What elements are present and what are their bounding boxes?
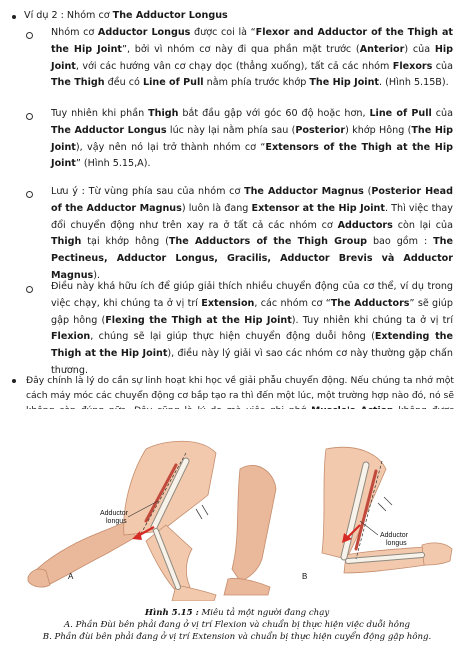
bold-term: Flexion [51, 331, 91, 343]
label-adductor-longus-a: Adductor [100, 510, 129, 517]
panel-a-letter: A [68, 572, 74, 581]
text-run: bao gồm : [367, 236, 434, 248]
bold-term: Flexing the Thigh at the Hip Joint [105, 314, 292, 326]
bold-term: Extending the Thigh at the Hip Joint [51, 331, 453, 360]
text-run: . (Hình 5.15B). [379, 77, 449, 89]
text-run: lúc này lại nằm phía sau ( [166, 124, 296, 136]
circle-bullet-icon [26, 191, 33, 198]
bold-term: Extensor at the Hip Joint [251, 202, 385, 214]
bullet-icon [12, 15, 16, 19]
paragraph-adductor-longus-flexor [51, 25, 453, 92]
example-heading: Ví dụ 2 : Nhóm cơ The Adductor Longus [24, 10, 228, 21]
text-run: ). Tuy nhiên khi chúng ta ở vị trí [291, 314, 453, 326]
bullet-icon [12, 379, 16, 383]
text-run: được coi là “ [190, 27, 256, 38]
text-run: Lưu ý : Từ vùng phía sau của nhóm cơ [51, 186, 245, 197]
circle-bullet-icon [26, 113, 33, 120]
circle-bullet-icon [26, 32, 33, 39]
bold-term: Adductor Longus [97, 27, 191, 38]
bold-term: Adductors [337, 219, 393, 231]
bold-term: Line of Pull [142, 77, 204, 89]
text-run: ” (Hình 5.15,A). [75, 158, 151, 170]
figure-caption [0, 608, 474, 643]
bold-term: Extension [201, 297, 255, 309]
bold-term: The Hip Joint [309, 77, 380, 89]
bold-term: Thigh [51, 236, 82, 248]
text-run: bắt đầu gập với góc 60 độ hoặc hơn, [178, 108, 370, 119]
text-run: của [432, 60, 453, 72]
bold-term: The Adductors [330, 297, 410, 309]
panel-b-letter: B [302, 572, 308, 581]
text-run: ) của [404, 43, 435, 55]
text-run: , với các hướng vân cơ chạy dọc (thẳng xuống), tất cả các nhóm [75, 60, 393, 72]
text-run: . Thì việc thay đổi chuyển động như trên xay ra ở tất cả các nhóm cơ [51, 202, 453, 231]
text-run: ), vậy nên nó lại trở thành nhóm cơ “ [75, 141, 266, 153]
label-adductor-longus-b: Adductor [380, 532, 409, 539]
bold-term: The Hip Joint [51, 124, 454, 153]
bold-term: Posterior [295, 124, 346, 136]
bold-term: Thigh [148, 108, 179, 119]
text-run: còn lại của [392, 219, 453, 231]
bold-term: The Adductor Magnus [244, 186, 364, 197]
caption-line-b: B. Phần đùi bên phải đang ở vị trí Extension và chuẩn bị thực hiện cuyển động gập hông. [42, 631, 432, 642]
text-run: ) khớp Hông ( [345, 124, 412, 136]
text-run: của [431, 108, 453, 119]
text-run: ”, bởi vì nhóm cơ này đi qua phần mặt trước ( [122, 43, 360, 55]
caption-line-a: A. Phần Đùi bên phải đang ở vị trí Flexion và chuẩn bị thực hiện việc duỗi hông [63, 619, 411, 630]
list-item-example-2 [10, 8, 462, 25]
text-run: Điều này khá hữu ích để giúp giải thích nhiều chuyển động của cơ thể, ví dụ trong việc chạy, khi chúng ta ở vị trí [51, 281, 453, 309]
text-run: ), điều này lý giải vì sao các nhóm cơ này thường gặp chấn thương. [51, 348, 453, 376]
bold-term: The Pectineus, Adductor Longus, Gracilis, Adductor Brevis và Adductor Magnus [51, 236, 453, 281]
bold-term: Extensors of the Thigh at the Hip Joint [51, 141, 453, 170]
text-run: , chúng sẽ lại giúp thực hiện chuyển động duỗi hông ( [90, 331, 375, 343]
running-figure-illustration [26, 409, 454, 601]
bullet-list-top [10, 8, 462, 25]
label-adductor-longus-a-line2: longus [106, 518, 127, 525]
text-run: Nhóm cơ [51, 27, 98, 38]
text-run: ” sẽ giúp gập hông ( [51, 297, 453, 326]
bold-term: Flexors [392, 60, 433, 72]
bold-term: Line of Pull [369, 108, 432, 119]
text-run: ). [93, 269, 101, 281]
text-run: ( [363, 186, 372, 197]
paragraph-adductor-magnus-note [51, 184, 453, 285]
text-run: tại khớp hông ( [81, 236, 169, 248]
bold-term: Hip Joint [51, 43, 453, 72]
paragraph-adductor-longus-extensor [51, 106, 453, 173]
text-run: nằm phía trước khớp [203, 77, 310, 89]
label-adductor-longus-b-line2: longus [386, 540, 407, 547]
text-run: ) luôn là đang [181, 202, 252, 214]
bold-term: The Adductors of the Thigh Group [168, 236, 368, 248]
bold-term: Anterior [359, 43, 405, 55]
text-run: , các nhóm cơ “ [254, 297, 331, 309]
caption-title: Hình 5.15 : Miêu tả một người đang chạy [144, 608, 330, 618]
bold-term: The Thigh [51, 77, 105, 89]
bold-term: Flexor and Adductor of the Thigh at the Hip Joint [51, 27, 454, 55]
bold-term: Posterior Head of the Adductor Magnus [51, 186, 453, 214]
paragraph-running-example [51, 279, 453, 380]
text-run: đều có [104, 77, 143, 89]
bold-term: The Adductor Longus [51, 124, 167, 136]
text-run: Tuy nhiên khi phần [51, 108, 149, 119]
circle-bullet-icon [26, 286, 33, 293]
text-run: Đây chính là lý do cần sự linh hoạt khi học về giải phẫu chuyển động. Nếu chúng ta nhớ một cách máy móc các chuyển động cơ bắp tạo ra thì đến một lúc, một trường hợp nào đó, nó sẽ [26, 375, 454, 402]
